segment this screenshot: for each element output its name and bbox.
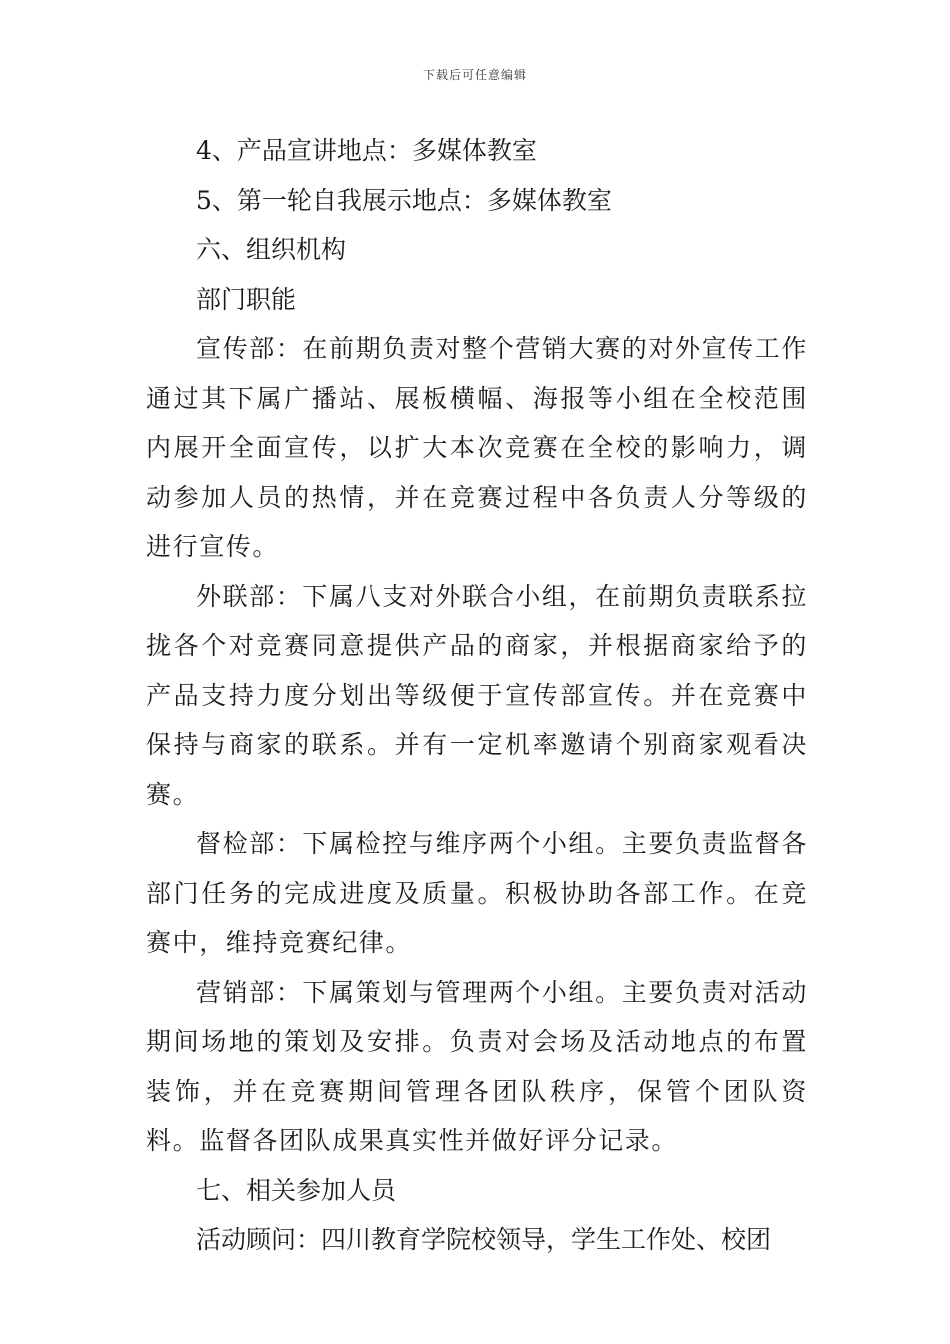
paragraph-inspection-dept: 督检部：下属检控与维序两个小组。主要负责监督各部门任务的完成进度及质量。积极协助各部工作。在竞赛中，维持竞赛纪律。	[146, 829, 808, 957]
venue-item-4: 4、产品宣讲地点：多媒体教室	[196, 136, 537, 165]
paragraph-liaison-dept: 外联部：下属八支对外联合小组，在前期负责联系拉拢各个对竞赛同意提供产品的商家，并根据商家给予的产品支持力度分划出等级便于宣传部宣传。并在竞赛中保持与商家的联系。并有一定机率邀请个别商家观看决赛。	[146, 581, 808, 809]
paragraph-advisors: 活动顾问：四川教育学院校领导，学生工作处、校团	[196, 1225, 772, 1254]
document-body	[146, 126, 808, 1265]
paragraph-publicity-dept: 宣传部：在前期负责对整个营销大赛的对外宣传工作通过其下属广播站、展板横幅、海报等小组在全校范围内展开全面宣传，以扩大本次竞赛在全校的影响力，调动参加人员的热情，并在竞赛过程中各负责人分等级的进行宣传。	[146, 334, 808, 561]
section-heading-organization: 六、组织机构	[196, 235, 347, 264]
section-heading-participants: 七、相关参加人员	[196, 1175, 397, 1205]
subheading-department-functions: 部门职能	[196, 284, 297, 314]
page-header: 下载后可任意编辑	[422, 68, 527, 82]
venue-item-5: 5、第一轮自我展示地点：多媒体教室	[196, 185, 612, 215]
paragraph-marketing-dept: 营销部：下属策划与管理两个小组。主要负责对活动期间场地的策划及安排。负责对会场及活动地点的布置装饰，并在竞赛期间管理各团队秩序，保管个团队资料。监督各团队成果真实性并做好评分记录。	[146, 977, 808, 1155]
